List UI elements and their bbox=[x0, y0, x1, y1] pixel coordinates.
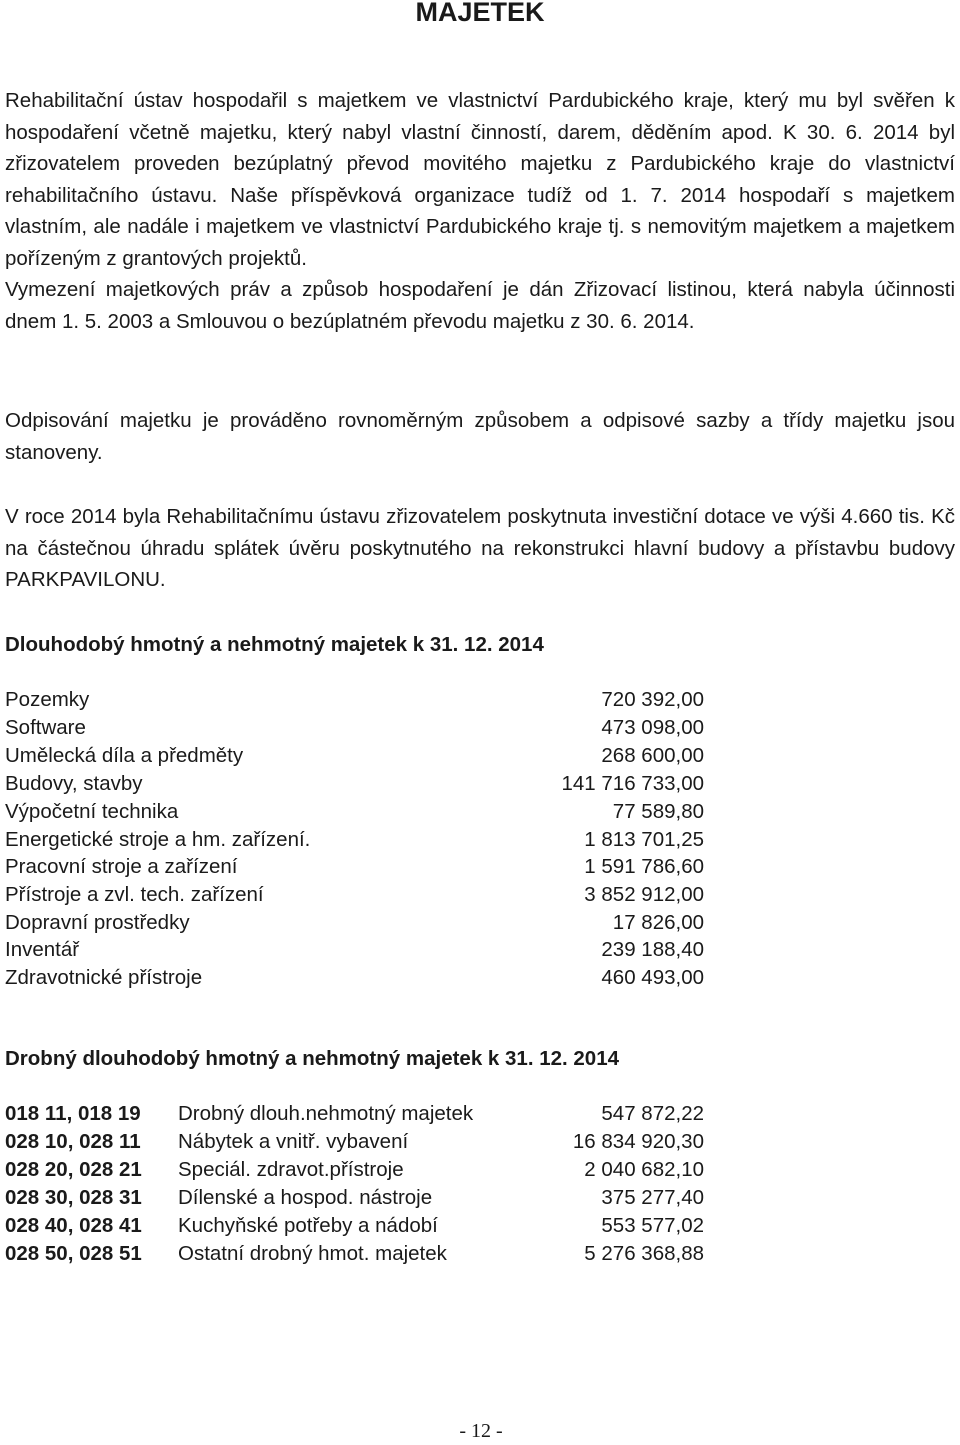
intro-paragraph bbox=[5, 85, 955, 337]
small-asset-row bbox=[5, 1184, 725, 1212]
small-asset-row bbox=[5, 1100, 725, 1128]
asset-value: 239 188,40 bbox=[601, 938, 704, 961]
asset-value: 460 493,00 bbox=[601, 966, 704, 989]
asset-label: Budovy, stavby bbox=[5, 772, 143, 795]
asset-value: 1 813 701,25 bbox=[584, 828, 704, 851]
asset-name: Dílenské a hospod. nástroje bbox=[178, 1186, 433, 1209]
small-asset-row bbox=[5, 1240, 725, 1268]
subsidy-text: V roce 2014 byla Rehabilitačnímu ústavu zřizovatelem poskytnuta investiční dotace ve výši 4.660 tis. Kč na částečnou úhradu splátek úvěru poskytnutého na rekonstrukci hlavní budovy a přístavbu budovy PARKPAVILONU. bbox=[5, 505, 955, 591]
asset-label: Výpočetní technika bbox=[5, 800, 179, 823]
asset-row bbox=[5, 742, 725, 770]
asset-name: Kuchyňské potřeby a nádobí bbox=[178, 1214, 438, 1237]
small-asset-row bbox=[5, 1212, 725, 1240]
rights-text: Vymezení majetkových práv a způsob hospodaření je dán Zřizovací listinou, která nabyla účinnosti dnem 1. 5. 2003 a Smlouvou o bezúplatném převodu majetku z 30. 6. 2014. bbox=[5, 278, 955, 333]
asset-row bbox=[5, 853, 725, 881]
asset-label: Software bbox=[5, 716, 86, 739]
page-number bbox=[0, 1417, 960, 1445]
asset-value: 77 589,80 bbox=[612, 800, 704, 823]
account-code: 018 11, 018 19 bbox=[5, 1102, 141, 1125]
asset-value: 547 872,22 bbox=[601, 1102, 704, 1125]
account-code: 028 40, 028 41 bbox=[5, 1214, 142, 1237]
asset-label: Přístroje a zvl. tech. zařízení bbox=[5, 883, 264, 906]
asset-value: 16 834 920,30 bbox=[572, 1130, 704, 1153]
small-assets-heading: Drobný dlouhodobý hmotný a nehmotný majetek k 31. 12. 2014 bbox=[5, 1047, 620, 1070]
asset-row bbox=[5, 770, 725, 798]
depreciation-text: Odpisování majetku je prováděno rovnoměrným způsobem a odpisové sazby a třídy majetku jsou stanoveny. bbox=[5, 409, 955, 464]
asset-value: 720 392,00 bbox=[601, 688, 704, 711]
asset-label: Pozemky bbox=[5, 688, 90, 711]
small-asset-row bbox=[5, 1156, 725, 1184]
long-term-assets-heading: Dlouhodobý hmotný a nehmotný majetek k 31. 12. 2014 bbox=[5, 633, 544, 656]
account-code: 028 50, 028 51 bbox=[5, 1242, 142, 1265]
asset-value: 5 276 368,88 bbox=[584, 1242, 704, 1265]
asset-label: Dopravní prostředky bbox=[5, 911, 190, 934]
asset-value: 17 826,00 bbox=[612, 911, 704, 934]
asset-label: Pracovní stroje a zařízení bbox=[5, 855, 238, 878]
intro-text: Rehabilitační ústav hospodařil s majetkem ve vlastnictví Pardubického kraje, který mu byl svěřen k hospodaření včetně majetku, který nabyl vlastní činností, darem, děděním apod. K 30. 6. 2014 byl zřizovatelem proveden bezúplatný převod movitého majetku z Pardubického kraje do vlastnictví rehabilitačního ústavu. Naše příspěvková organizace tudíž od 1. 7. 2014 hospodaří s majetkem vlastním, ale nadále i majetkem ve vlastnictví Pardubického kraje tj. s nemovitým majetkem a majetkem pořízeným z grantových projektů. bbox=[5, 89, 955, 270]
asset-label: Energetické stroje a hm. zařízení. bbox=[5, 828, 311, 851]
asset-name: Nábytek a vnitř. vybavení bbox=[178, 1130, 409, 1153]
depreciation-paragraph bbox=[5, 405, 955, 468]
asset-value: 141 716 733,00 bbox=[561, 772, 704, 795]
asset-row bbox=[5, 798, 725, 826]
asset-row bbox=[5, 826, 725, 854]
asset-name: Speciál. zdravot.přístroje bbox=[178, 1158, 404, 1181]
account-code: 028 20, 028 21 bbox=[5, 1158, 142, 1181]
page-number-text: - 12 - bbox=[459, 1420, 503, 1442]
small-asset-row bbox=[5, 1128, 725, 1156]
asset-row bbox=[5, 881, 725, 909]
asset-row bbox=[5, 964, 725, 992]
asset-row bbox=[5, 686, 725, 714]
account-code: 028 30, 028 31 bbox=[5, 1186, 142, 1209]
asset-name: Drobný dlouh.nehmotný majetek bbox=[178, 1102, 474, 1125]
account-code: 028 10, 028 11 bbox=[5, 1130, 141, 1153]
asset-name: Ostatní drobný hmot. majetek bbox=[178, 1242, 447, 1265]
page-title: MAJETEK bbox=[415, 0, 545, 27]
asset-label: Zdravotnické přístroje bbox=[5, 966, 203, 989]
asset-value: 3 852 912,00 bbox=[584, 883, 704, 906]
asset-label: Umělecká díla a předměty bbox=[5, 744, 244, 767]
asset-value: 1 591 786,60 bbox=[584, 855, 704, 878]
asset-value: 268 600,00 bbox=[601, 744, 704, 767]
asset-row bbox=[5, 909, 725, 937]
asset-row bbox=[5, 714, 725, 742]
asset-value: 473 098,00 bbox=[601, 716, 704, 739]
subsidy-paragraph bbox=[5, 501, 955, 596]
asset-value: 375 277,40 bbox=[601, 1186, 704, 1209]
asset-value: 2 040 682,10 bbox=[584, 1158, 704, 1181]
asset-label: Inventář bbox=[5, 938, 80, 961]
asset-row bbox=[5, 936, 725, 964]
asset-value: 553 577,02 bbox=[601, 1214, 704, 1237]
